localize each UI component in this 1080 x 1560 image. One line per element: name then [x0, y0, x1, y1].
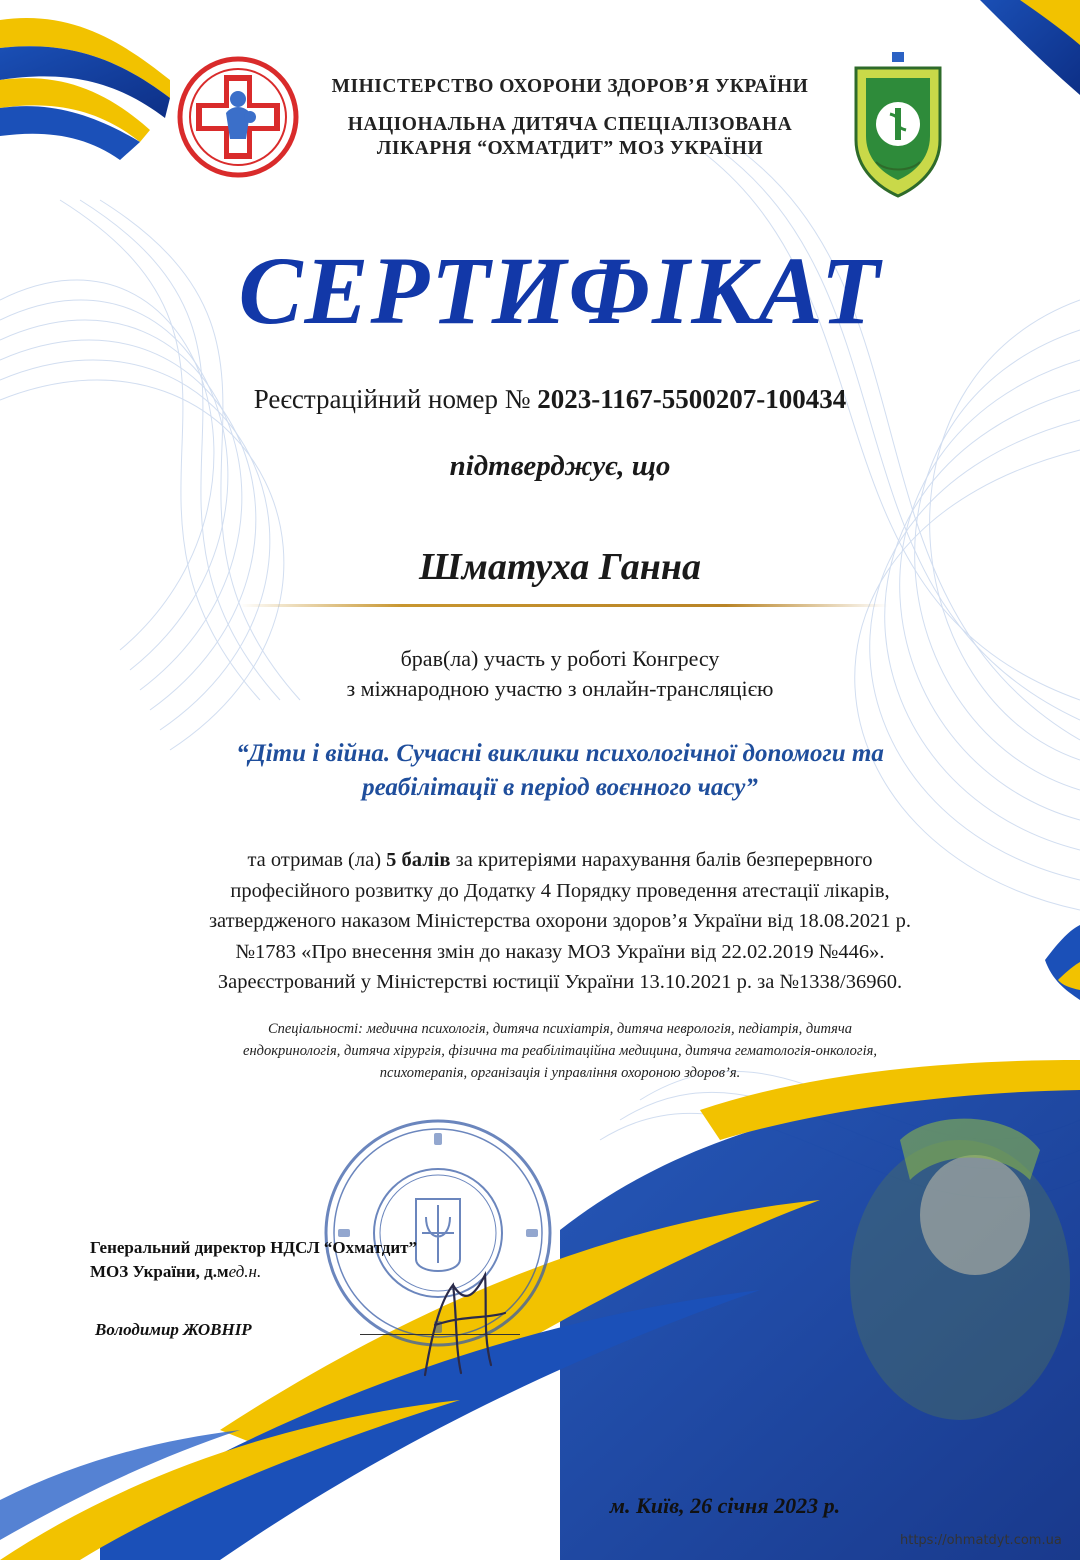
hospital-header-line2: ЛІКАРНЯ “ОХМАТДИТ” МОЗ УКРАЇНИ: [376, 138, 764, 159]
hospital-header-line1: НАЦІОНАЛЬНА ДИТЯЧА СПЕЦІАЛІЗОВАНА: [347, 114, 793, 135]
points-line3: затвердженого наказом Міністерства охорони здоров’я України від 18.08.2021 р.: [208, 910, 912, 932]
registration-label: Реєстраційний номер №: [253, 384, 538, 414]
signatory-degree-bold: МОЗ України, д.м: [90, 1262, 229, 1281]
ohmatdyt-cross-logo-icon: [176, 55, 300, 179]
congress-theme-line2: реабілітації в період воєнного часу”: [362, 774, 758, 801]
ministry-header: МІНІСТЕРСТВО ОХОРОНИ ЗДОРОВ’Я УКРАЇНИ: [331, 76, 809, 97]
points-line1: [130, 845, 990, 876]
place-date: м. Київ, 26 січня 2023 р.: [609, 1493, 841, 1518]
signatory-name: Володимир ЖОВНІР: [95, 1320, 252, 1339]
certificate-title: СЕРТИФІКАТ: [238, 237, 882, 344]
signatory-title: Генеральний директор НДСЛ “Охматдит”: [90, 1238, 418, 1257]
signatory-degree: [90, 1262, 261, 1282]
participation-line1: брав(ла) участь у роботі Конгресу: [400, 646, 720, 671]
ministry-shield-emblem-icon: [846, 50, 950, 200]
points-statement: [130, 845, 990, 998]
points-line4: №1783 «Про внесення змін до наказу МОЗ України від 22.02.2019 №446».: [235, 940, 885, 963]
points-line2: професійного розвитку до Додатку 4 Порядку проведення атестації лікарів,: [230, 879, 890, 902]
participation-line2: з міжнародною участю з онлайн-трансляцією: [346, 676, 774, 701]
confirms-text: підтверджує, що: [449, 450, 671, 482]
participant-name: Шматуха Ганна: [419, 546, 701, 588]
points-line5: Зареєстрований у Міністерстві юстиції України 13.10.2021 р. за №1338/36960.: [217, 971, 903, 993]
ministry-emblem: [846, 50, 950, 200]
points-line1-start: та отримав (ла): [247, 849, 387, 871]
specialties-line2: ендокринологія, дитяча хірургія, фізична та реабілітаційна медицина, дитяча гематологія-онкологія,: [243, 1043, 877, 1059]
congress-theme-line1: “Діти і війна. Сучасні виклики психологічної допомоги та: [236, 740, 884, 767]
signature-scribble-icon: [395, 1255, 525, 1385]
specialties: [150, 1018, 970, 1084]
points-line1-end: за критеріями нарахування балів безперервного: [450, 849, 873, 871]
registration-value: 2023-1167-5500207-100434: [537, 384, 847, 414]
points-value: 5 балів: [386, 849, 451, 871]
registration-number: [160, 384, 940, 415]
specialties-line3: психотерапія, організація і управління охороною здоров’я.: [379, 1065, 741, 1081]
handwritten-signature: [395, 1255, 525, 1385]
ohmatdyt-logo: [176, 55, 300, 179]
specialties-line1: Спеціальності: медична психологія, дитяча психіатрія, дитяча неврологія, педіатрія, дитяча: [267, 1021, 853, 1037]
website-url[interactable]: https://ohmatdyt.com.ua: [900, 1533, 1062, 1548]
signatory-degree-italic: ед.н.: [228, 1262, 262, 1281]
name-underline: [240, 604, 888, 607]
